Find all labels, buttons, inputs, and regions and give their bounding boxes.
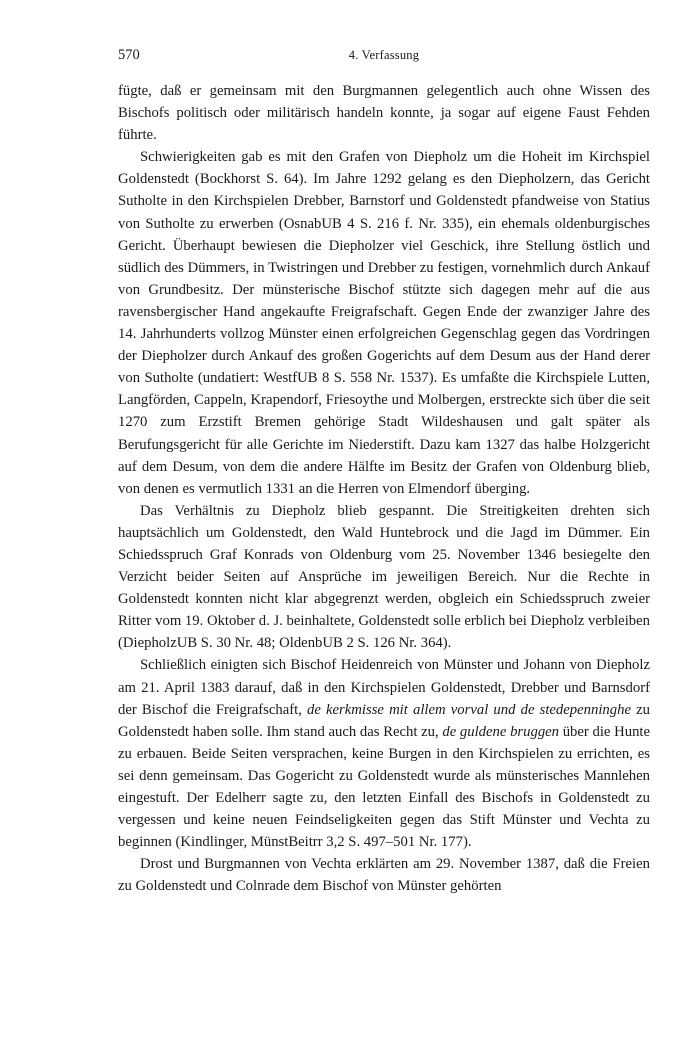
page-header: [118, 47, 650, 69]
paragraph-text: fügte, daß er gemeinsam mit den Burgmannen gelegentlich auch ohne Wissen des Bischofs politisch oder militärisch handeln konnte, ja sogar auf eigene Faust Fehden führte.: [118, 83, 650, 144]
body-text: [118, 80, 650, 897]
paragraph-text: Drost und Burgmannen von Vechta erklärten am 29. November 1387, daß die Freien zu Goldenstedt und Colnrade dem Bischof von Münster gehörten: [118, 856, 650, 895]
page-number: 570: [118, 47, 140, 63]
paragraph-text: Schließlich einigten sich Bischof Heidenreich von Münster und Johann von Diepholz am 21. April 1383 darauf, daß in den Kirchspielen Goldenstedt, Drebber und Barnsdorf der Bischof die Freigrafschaft,: [118, 657, 650, 718]
running-head: 4. Verfassung: [348, 48, 420, 62]
quoted-phrase: de kerkmisse mit allem vorval und de stedepenninghe: [307, 701, 631, 718]
paragraph-text: Schwierigkeiten gab es mit den Grafen von Diepholz um die Hoheit im Kirchspiel Goldenstedt (Bockhorst S. 64). Im Jahre 1292 gelang es den Diepholzern, das Gericht Sutholte in den Kirchspielen Drebber, Barnstorf und Goldenstedt pfandweise von Statius von Sutholte zu erwerben (OsnabUB 4 S. 216 f. Nr. 335), ein ehemals oldenburgisches Gericht. Überhaupt bewiesen die Diepholzer viel Geschick, ihre Stellung östlich und südlich des Dümmers, in Twistringen und Drebber zu festigen, vornehmlich durch Ankauf von Grundbesitz. Der münsterische Bischof stützte sich dagegen mehr auf die aus ravensbergischer Hand angekaufte Freigrafschaft. Gegen Ende der zwanziger Jahre des 14. Jahrhunderts vollzog Münster einen erfolgreichen Gegenschlag gegen das Vordringen der Diepholzer durch Ankauf des großen Gogerichts auf dem Desum aus der Hand derer von Sutholte (undatiert: WestfUB 8 S. 558 Nr. 1537). Es umfaßte die Kirchspiele Lutten, Langförden, Cappeln, Krapendorf, Friesoythe und Molbergen, erstreckte sich über die seit 1270 zum Erzstift Bremen gehörige Stadt Wildeshausen und galt später als Berufungsgericht für alle Gerichte im Niederstift. Dazu kam 1327 das halbe Holzgericht auf dem Desum, von dem die andere Hälfte im Besitz der Grafen von Oldenburg blieb, von denen es vermutlich 1331 an die Herren von Elmendorf überging.: [118, 149, 650, 497]
paragraph: [118, 853, 650, 897]
paragraph-text: über die Hunte zu erbauen. Beide Seiten versprachen, keine Burgen in den Kirchspielen zu errichten, es sei denn gemeinsam. Das Gogericht zu Goldenstedt wurde als münsterisches Mannlehen eingestuft. Der Edelherr sagte zu, den letzten Einfall des Bischofs in Goldenstedt zu vergessen und keine neuen Feindseligkeiten gegen das Stift Münster und Vechta zu beginnen (Kindlinger, MünstBeitrr 3,2 S. 497–501 Nr. 177).: [118, 723, 651, 851]
paragraph-text: Das Verhältnis zu Diepholz blieb gespannt. Die Streitigkeiten drehten sich hauptsächlich um Goldenstedt, den Wald Huntebrock und die Jagd im Dümmer. Ein Schiedsspruch Graf Konrads von Oldenburg vom 25. November 1346 besiegelte den Verzicht beider Seiten auf Ansprüche im jeweiligen Bereich. Nur die Rechte in Goldenstedt konnten nicht klar abgegrenzt werden, obgleich ein Schiedsspruch zweier Ritter vom 19. Oktober d. J. beinhaltete, Goldenstedt solle erblich bei Diepholz verbleiben (DiepholzUB S. 30 Nr. 48; OldenbUB 2 S. 126 Nr. 364).: [118, 502, 650, 652]
paragraph: [118, 146, 650, 500]
paragraph-text: zu Goldenstedt haben solle. Ihm stand auch das Recht zu,: [118, 701, 650, 740]
paragraph: [118, 500, 650, 655]
paragraph: [118, 654, 650, 853]
quoted-phrase: de guldene bruggen: [442, 723, 560, 740]
paragraph: [118, 80, 650, 146]
